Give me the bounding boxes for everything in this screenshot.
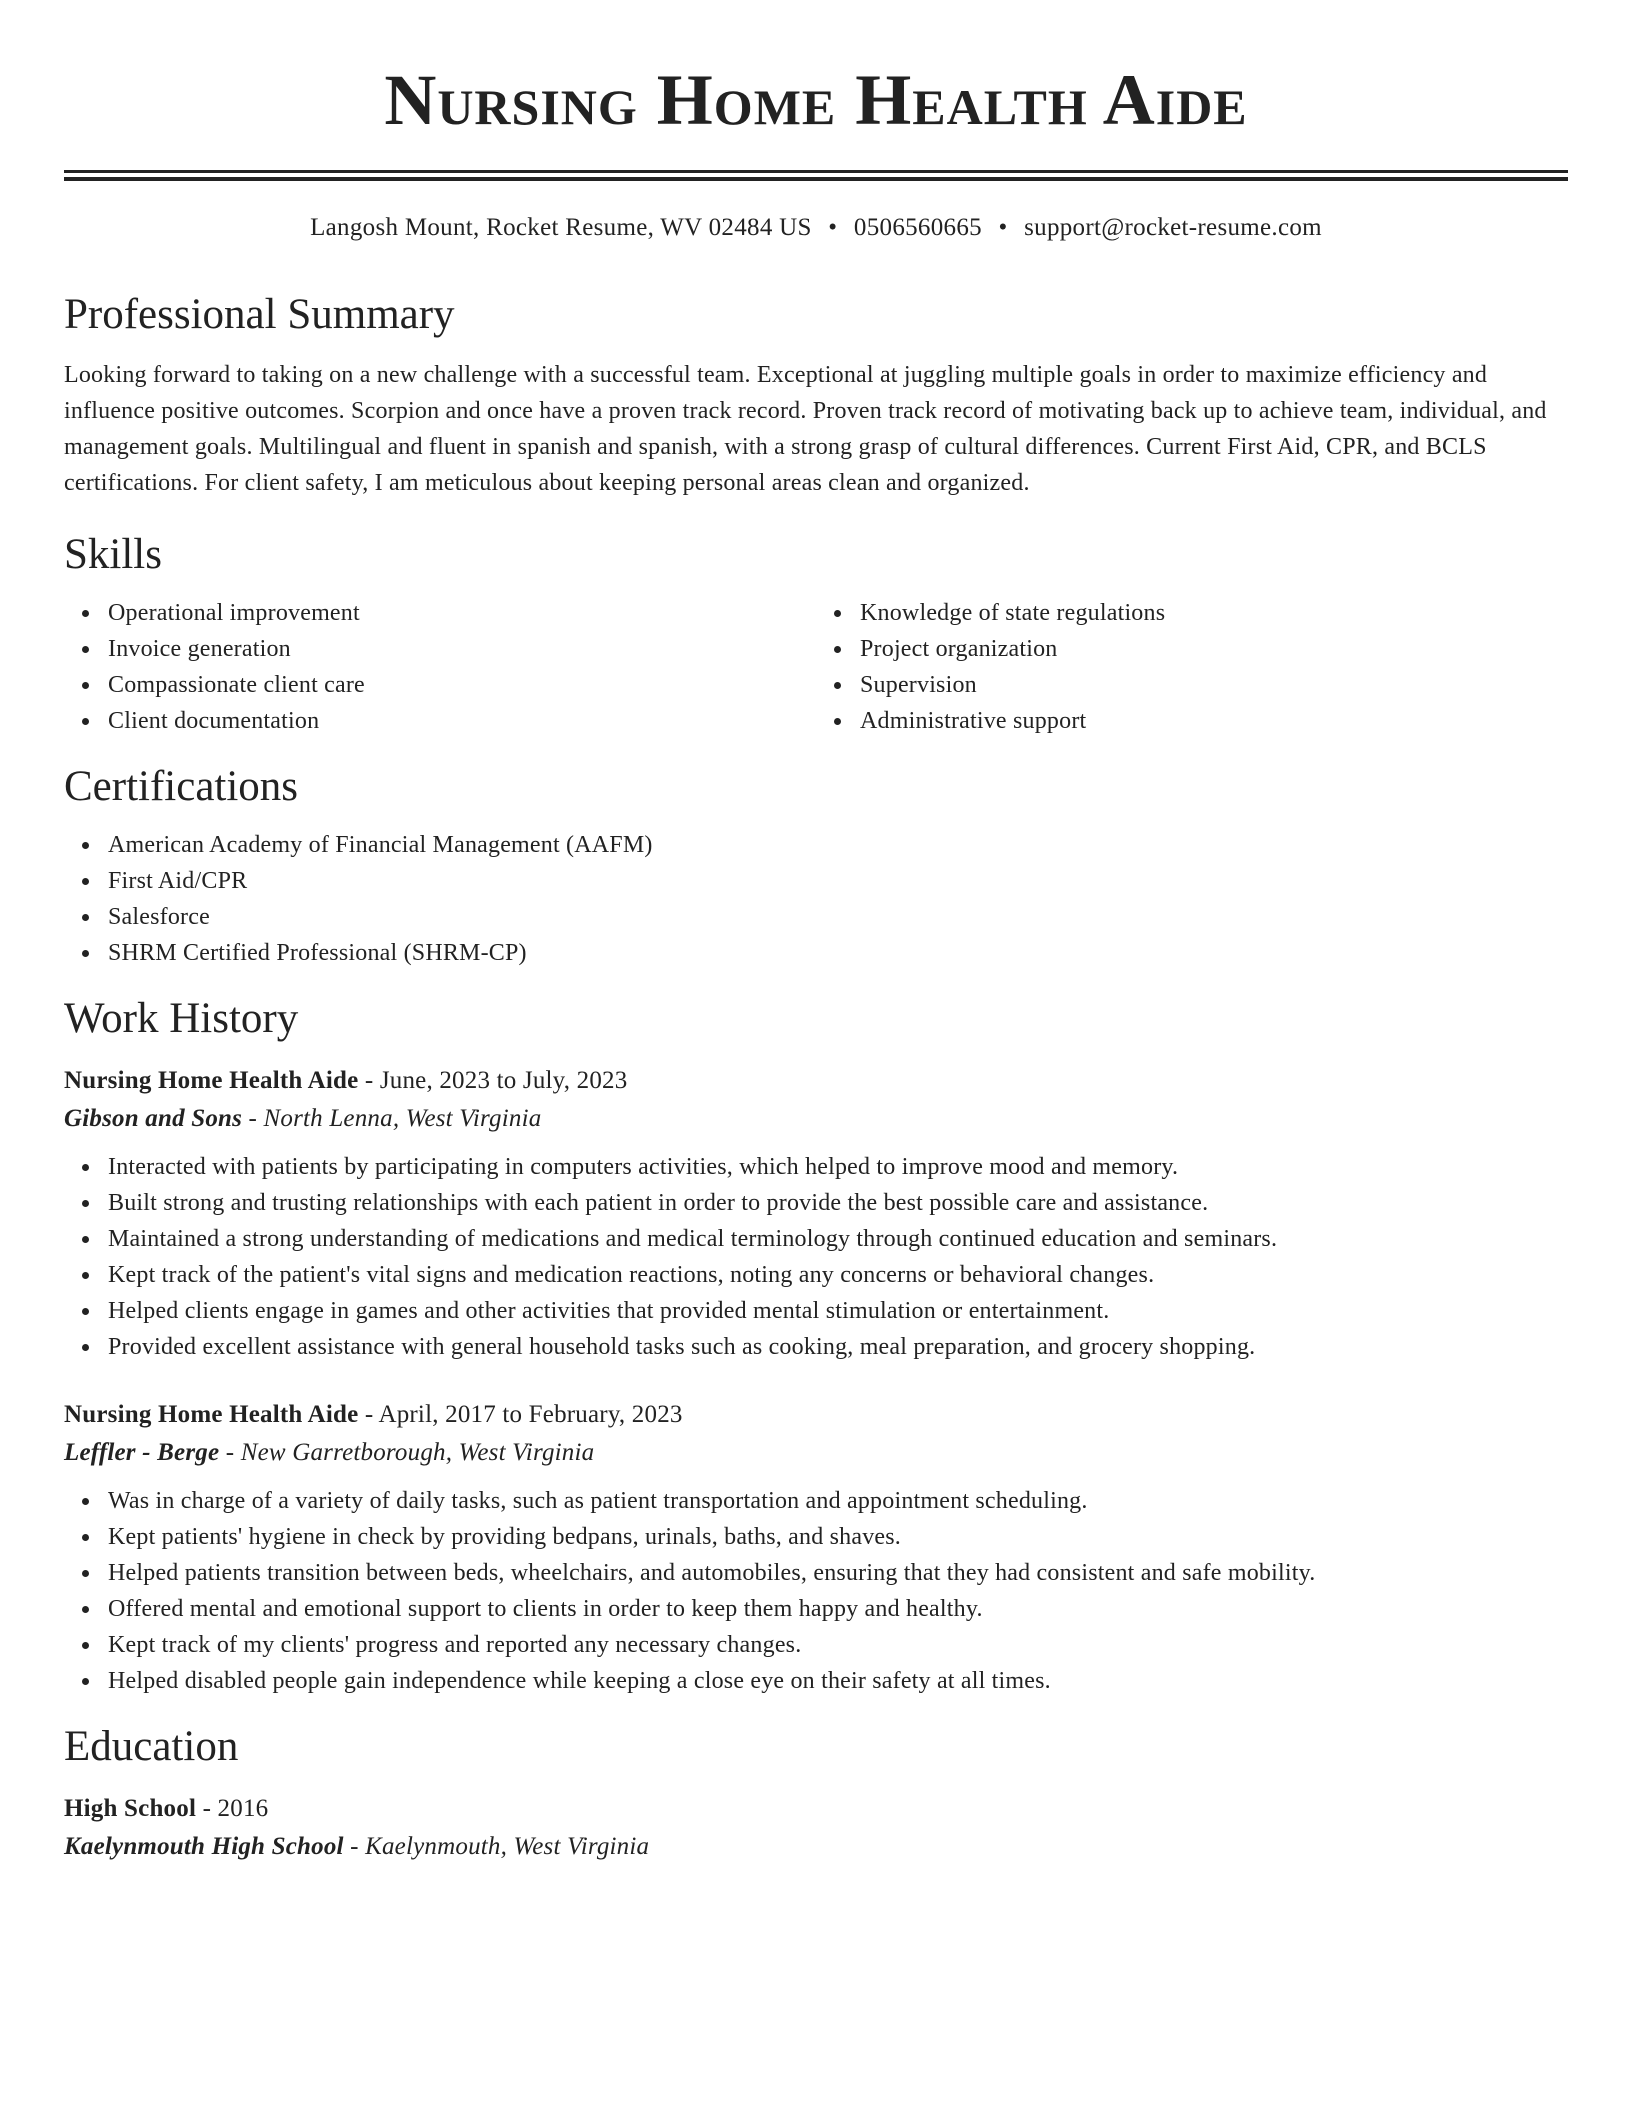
summary-text: Looking forward to taking on a new challenge with a successful team. Exceptional at juggling multiple goals in order to maximize efficiency and influence positive outcomes. Scorpion and once have a proven track record. Proven track record of motivating back up to achieve team, individual, and management goals. Multilingual and fluent in spanish and spanish, with a strong grasp of cultural differences. Current First Aid, CPR, and BCLS certifications. For client safety, I am meticulous about keeping personal areas clean and organized. <box>64 362 1547 496</box>
job-bullet: Provided excellent assistance with general household tasks such as cooking, meal preparation, and grocery shopping. <box>108 1329 1568 1365</box>
education-school: Kaelynmouth High School <box>64 1833 344 1860</box>
education-dash: - <box>350 1833 366 1860</box>
job-location: New Garretborough, West Virginia <box>240 1439 595 1466</box>
education-year: 2016 <box>217 1795 269 1822</box>
contact-line <box>64 211 1568 245</box>
education-location: Kaelynmouth, West Virginia <box>365 1833 650 1860</box>
summary-heading: Professional Summary <box>64 291 455 338</box>
skill-item: Operational improvement <box>108 595 816 631</box>
skill-item: Supervision <box>860 667 1568 703</box>
skills-list-right <box>816 595 1568 739</box>
skill-item: Invoice generation <box>108 631 816 667</box>
job-company: Leffler - Berge <box>64 1439 220 1466</box>
education-degree: High School <box>64 1795 197 1822</box>
job-dash: - <box>364 1401 379 1428</box>
job-dash: - <box>364 1067 380 1094</box>
skill-item: Client documentation <box>108 703 816 739</box>
job-bullet: Was in charge of a variety of daily tasks, such as patient transportation and appointment scheduling. <box>108 1483 1568 1519</box>
job-bullet: Interacted with patients by participating in computers activities, which helped to improve mood and memory. <box>108 1149 1568 1185</box>
certification-item: First Aid/CPR <box>108 863 1568 899</box>
job-location: North Lenna, West Virginia <box>263 1105 542 1132</box>
job-dates: April, 2017 to February, 2023 <box>378 1401 683 1428</box>
job-bullet: Helped clients engage in games and other activities that provided mental stimulation or entertainment. <box>108 1293 1568 1329</box>
resume-name: Nursing Home Health Aide <box>384 60 1248 140</box>
skills-column-right <box>816 595 1568 739</box>
skill-item: Administrative support <box>860 703 1568 739</box>
skills-heading: Skills <box>64 531 162 578</box>
job-dash: - <box>248 1105 264 1132</box>
contact-phone: 0506560665 <box>853 214 982 241</box>
skill-item: Project organization <box>860 631 1568 667</box>
education-entry <box>64 1791 1568 1867</box>
skill-item: Compassionate client care <box>108 667 816 703</box>
job-organization <box>64 1433 1568 1473</box>
job-bullet: Kept patients' hygiene in check by providing bedpans, urinals, baths, and shaves. <box>108 1519 1568 1555</box>
job-role: Nursing Home Health Aide <box>64 1067 359 1094</box>
job-entry <box>64 1063 1568 1365</box>
contact-email: support@rocket-resume.com <box>1024 214 1322 241</box>
job-bullet: Built strong and trusting relationships with each patient in order to provide the best possible care and assistance. <box>108 1185 1568 1221</box>
skill-item: Knowledge of state regulations <box>860 595 1568 631</box>
certification-item: SHRM Certified Professional (SHRM-CP) <box>108 935 1568 971</box>
certification-item: American Academy of Financial Management (AAFM) <box>108 827 1568 863</box>
job-bullet: Helped disabled people gain independence while keeping a close eye on their safety at all times. <box>108 1663 1568 1699</box>
header-divider <box>64 170 1568 181</box>
education-heading-line <box>64 1791 1568 1827</box>
skills-grid <box>64 595 1568 739</box>
job-bullets <box>64 1483 1568 1699</box>
certification-item: Salesforce <box>108 899 1568 935</box>
certifications-list <box>64 827 1568 971</box>
job-bullet: Offered mental and emotional support to clients in order to keep them happy and healthy. <box>108 1591 1568 1627</box>
job-dash: - <box>225 1439 241 1466</box>
contact-separator: • <box>998 214 1008 241</box>
skills-column-left <box>64 595 816 739</box>
certifications-heading: Certifications <box>64 763 299 810</box>
job-bullet: Kept track of the patient's vital signs and medication reactions, noting any concerns or behavioral changes. <box>108 1257 1568 1293</box>
skills-list-left <box>64 595 816 739</box>
job-entry <box>64 1397 1568 1699</box>
job-bullet: Helped patients transition between beds, wheelchairs, and automobiles, ensuring that they had consistent and safe mobility. <box>108 1555 1568 1591</box>
job-heading <box>64 1063 1568 1099</box>
job-heading <box>64 1397 1568 1433</box>
job-role: Nursing Home Health Aide <box>64 1401 359 1428</box>
job-organization <box>64 1099 1568 1139</box>
education-dash: - <box>202 1795 218 1822</box>
job-bullet: Maintained a strong understanding of medications and medical terminology through continued education and seminars. <box>108 1221 1568 1257</box>
job-bullets <box>64 1149 1568 1365</box>
work-history-heading: Work History <box>64 995 299 1042</box>
job-company: Gibson and Sons <box>64 1105 243 1132</box>
education-organization <box>64 1827 1568 1867</box>
job-dates: June, 2023 to July, 2023 <box>379 1067 628 1094</box>
education-heading: Education <box>64 1723 239 1770</box>
contact-separator: • <box>828 214 838 241</box>
job-bullet: Kept track of my clients' progress and reported any necessary changes. <box>108 1627 1568 1663</box>
contact-address: Langosh Mount, Rocket Resume, WV 02484 US <box>310 214 812 241</box>
